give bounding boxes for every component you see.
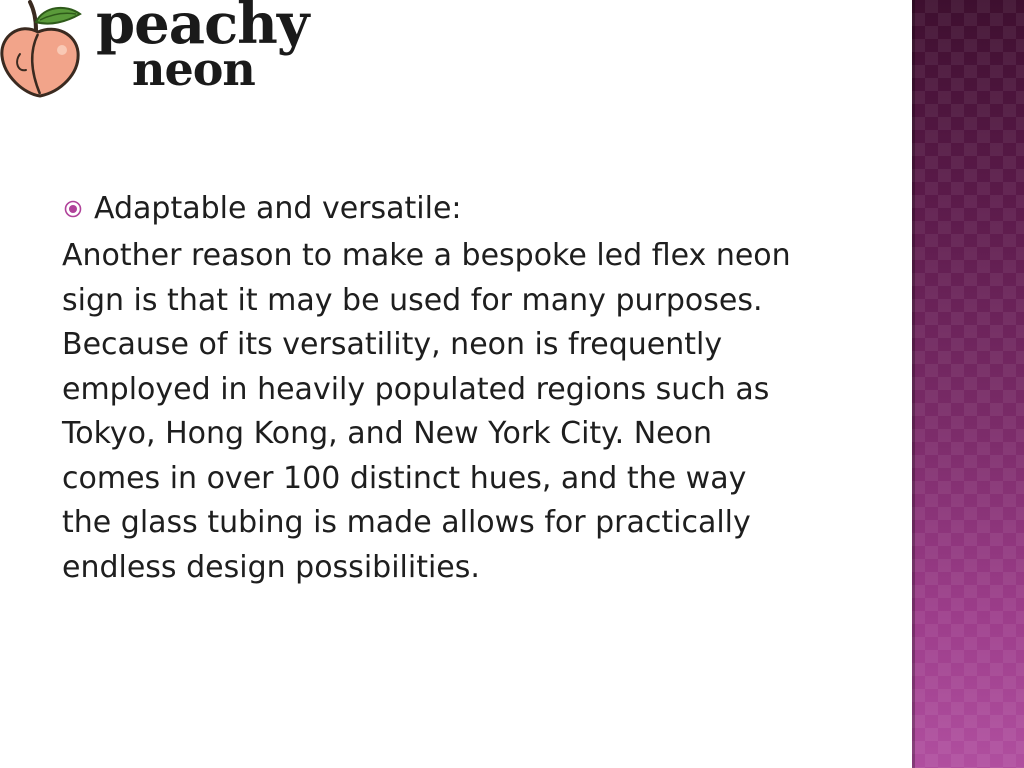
bullet-item: [62, 190, 802, 228]
decorative-side-band: [912, 0, 1024, 768]
logo-word-neon: neon: [132, 42, 255, 96]
radio-bullet-icon: [64, 200, 82, 218]
bullet-heading: Adaptable and versatile:: [94, 191, 462, 226]
slide-body: [62, 190, 802, 590]
logo-word-peachy: peachy: [96, 0, 309, 57]
body-paragraph: Another reason to make a bespoke led flex neon sign is that it may be used for many purposes. Because of its versatility, neon is frequently employed in heavily populated regions such as Tokyo, Hong Kong, and New York City. Neon comes in over 100 distinct hues, and the way the glass tubing is made allows for practically endless design possibilities.: [62, 238, 791, 585]
peachy-neon-logo: [0, 0, 330, 100]
band-edge: [912, 0, 915, 768]
peach-icon: [0, 0, 96, 100]
band-pattern: [912, 0, 1024, 768]
